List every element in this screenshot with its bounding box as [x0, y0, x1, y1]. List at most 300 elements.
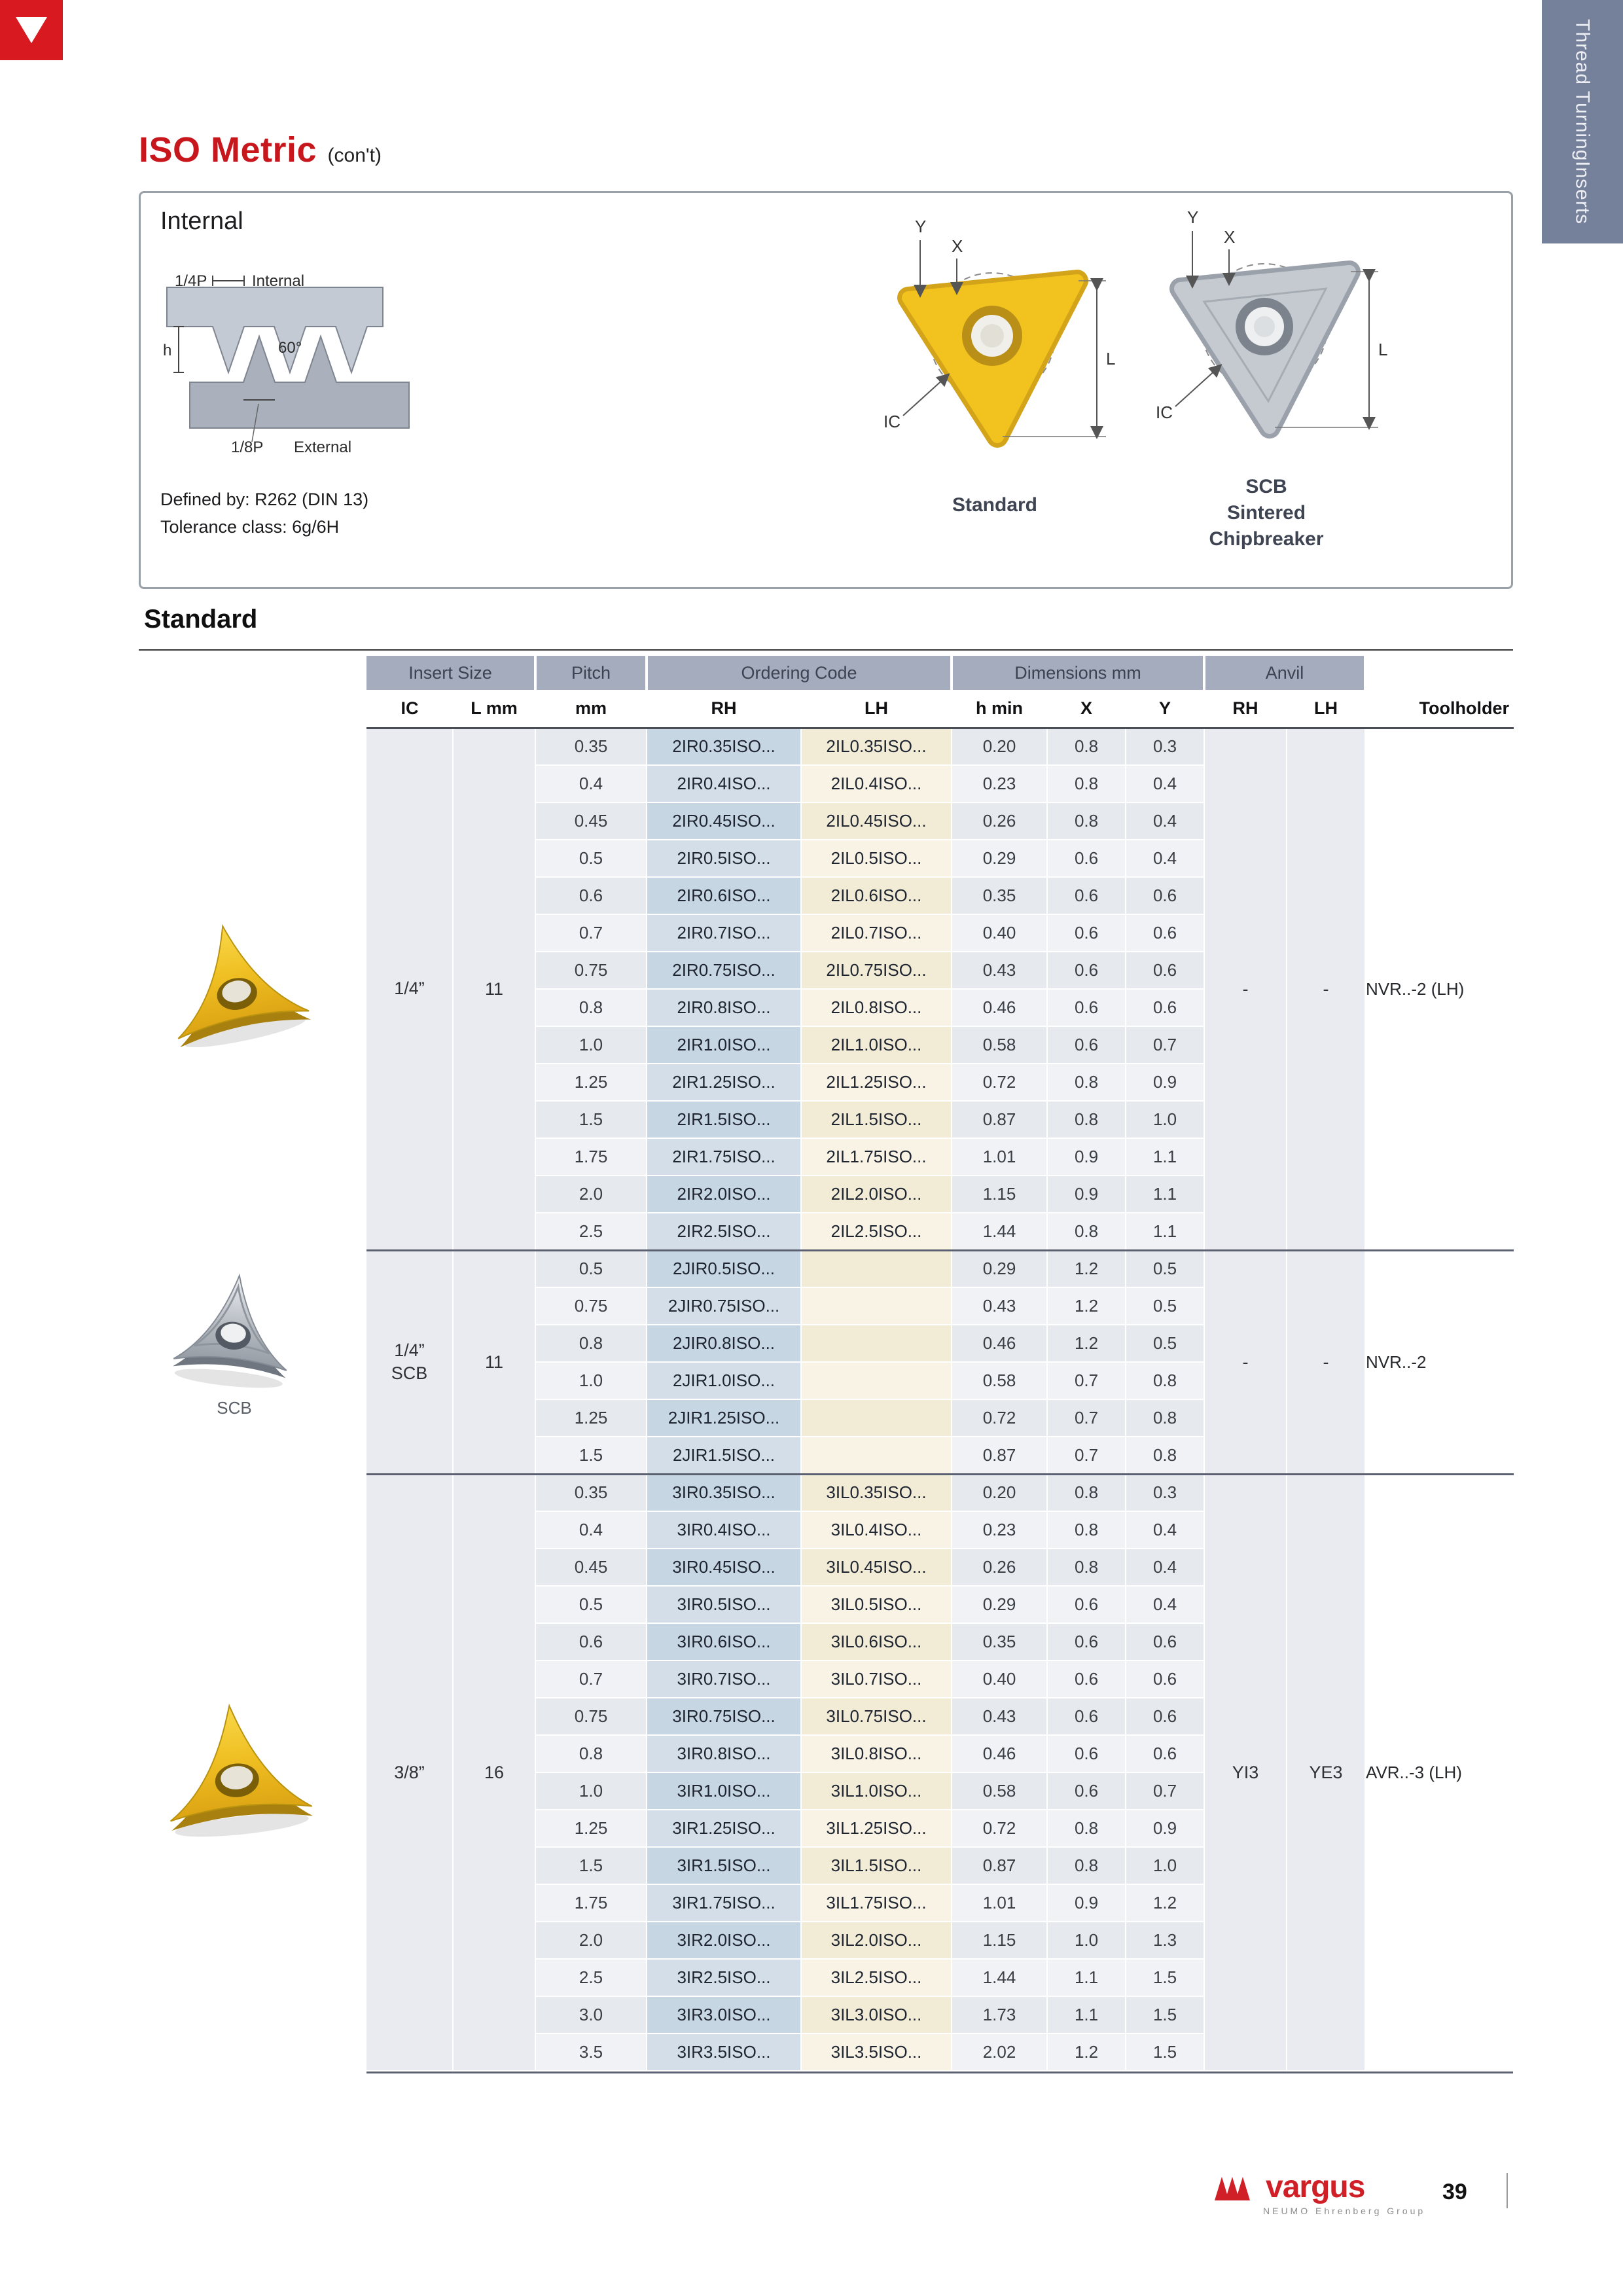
cell-y: 0.4 — [1126, 1511, 1204, 1549]
cell-y: 0.7 — [1126, 1772, 1204, 1810]
cell-x: 1.1 — [1047, 1996, 1126, 2034]
cell-code-lh: 3IL1.75ISO... — [801, 1884, 952, 1922]
cell-insert-ic — [366, 728, 453, 1250]
cell-insert-l: 11 — [453, 1250, 535, 1474]
cell-h-min: 1.01 — [952, 1884, 1047, 1922]
cell-code-lh: 2IL0.5ISO... — [801, 840, 952, 877]
col-toolholder: Toolholder — [1365, 690, 1513, 728]
cell-code-lh: 3IL0.75ISO... — [801, 1698, 952, 1735]
cell-pitch: 1.5 — [535, 1437, 647, 1474]
brand-name: vargus — [1266, 2170, 1365, 2204]
cell-code-rh: 2IR0.8ISO... — [647, 989, 801, 1026]
cell-code-lh: 3IL2.0ISO... — [801, 1922, 952, 1959]
defined-by-block — [160, 486, 368, 541]
table-row — [366, 728, 1513, 765]
cell-y: 1.1 — [1126, 1213, 1204, 1250]
cell-code-lh: 2IL1.75ISO... — [801, 1138, 952, 1175]
dim-label-x-scb: X — [1224, 227, 1236, 247]
cell-y: 0.4 — [1126, 765, 1204, 802]
cell-y: 0.6 — [1126, 1660, 1204, 1698]
cell-y: 0.6 — [1126, 1698, 1204, 1735]
cell-code-lh: 2IL0.75ISO... — [801, 952, 952, 989]
cell-anvil-lh: YE3 — [1287, 1474, 1365, 2071]
cell-y: 0.5 — [1126, 1325, 1204, 1362]
cell-code-lh: 2IL0.6ISO... — [801, 877, 952, 914]
profile-label-quarter-p: 1/4P — [175, 272, 207, 290]
cell-y: 0.8 — [1126, 1362, 1204, 1399]
cell-code-rh: 2JIR0.8ISO... — [647, 1325, 801, 1362]
vargus-logo — [1215, 2172, 1425, 2216]
cell-code-rh: 2JIR1.25ISO... — [647, 1399, 801, 1437]
cell-h-min: 0.43 — [952, 1698, 1047, 1735]
cell-x: 0.6 — [1047, 914, 1126, 952]
cell-h-min: 0.58 — [952, 1772, 1047, 1810]
cell-code-lh: 2IL0.35ISO... — [801, 728, 952, 765]
cell-pitch: 1.25 — [535, 1399, 647, 1437]
cell-code-lh — [801, 1362, 952, 1399]
cell-h-min: 0.20 — [952, 1474, 1047, 1511]
cell-code-lh: 2IL1.0ISO... — [801, 1026, 952, 1064]
cell-code-rh: 3IR0.4ISO... — [647, 1511, 801, 1549]
cell-code-lh: 2IL1.25ISO... — [801, 1064, 952, 1101]
cell-code-rh: 3IR1.75ISO... — [647, 1884, 801, 1922]
cell-y: 1.5 — [1126, 1996, 1204, 2034]
cell-code-rh: 3IR1.5ISO... — [647, 1847, 801, 1884]
cell-y: 0.6 — [1126, 1623, 1204, 1660]
footer-divider — [1507, 2173, 1508, 2208]
cell-code-rh: 3IR2.5ISO... — [647, 1959, 801, 1996]
cell-pitch: 1.75 — [535, 1138, 647, 1175]
cell-pitch: 1.25 — [535, 1810, 647, 1847]
cell-x: 0.6 — [1047, 1660, 1126, 1698]
cell-h-min: 0.20 — [952, 728, 1047, 765]
table-row — [366, 1474, 1513, 1511]
cell-y: 1.5 — [1126, 1959, 1204, 1996]
cell-x: 0.6 — [1047, 877, 1126, 914]
cell-pitch: 3.0 — [535, 1996, 647, 2034]
cell-toolholder: NVR..-2 — [1365, 1250, 1513, 1474]
cell-code-rh: 3IR0.5ISO... — [647, 1586, 801, 1623]
cell-y: 0.6 — [1126, 877, 1204, 914]
cell-y: 0.6 — [1126, 914, 1204, 952]
cell-x: 0.8 — [1047, 1511, 1126, 1549]
cell-code-rh: 3IR0.7ISO... — [647, 1660, 801, 1698]
cell-code-lh: 3IL0.6ISO... — [801, 1623, 952, 1660]
cell-pitch: 0.35 — [535, 1474, 647, 1511]
cell-code-rh: 2IR0.7ISO... — [647, 914, 801, 952]
cell-y: 0.5 — [1126, 1287, 1204, 1325]
cell-pitch: 0.35 — [535, 728, 647, 765]
cell-code-lh: 3IL3.5ISO... — [801, 2034, 952, 2071]
cell-anvil-rh: - — [1204, 1250, 1287, 1474]
cell-y: 0.5 — [1126, 1250, 1204, 1287]
scb-insert-figure — [1126, 197, 1407, 567]
cell-y: 1.0 — [1126, 1847, 1204, 1884]
cell-code-lh: 2IL0.8ISO... — [801, 989, 952, 1026]
band-pitch: Pitch — [535, 656, 647, 690]
cell-code-lh: 2IL1.5ISO... — [801, 1101, 952, 1138]
cell-code-lh — [801, 1287, 952, 1325]
cell-x: 0.8 — [1047, 1064, 1126, 1101]
dim-label-l-scb: L — [1378, 340, 1388, 359]
dim-label-y: Y — [915, 217, 927, 236]
cell-y: 1.1 — [1126, 1175, 1204, 1213]
cell-h-min: 1.15 — [952, 1175, 1047, 1213]
standard-caption: Standard — [952, 494, 1038, 516]
cell-h-min: 0.72 — [952, 1810, 1047, 1847]
cell-code-lh: 2IL2.5ISO... — [801, 1213, 952, 1250]
cell-pitch: 1.0 — [535, 1772, 647, 1810]
cell-y: 0.7 — [1126, 1026, 1204, 1064]
cell-h-min: 0.29 — [952, 840, 1047, 877]
cell-code-lh: 3IL0.8ISO... — [801, 1735, 952, 1772]
cell-code-lh: 2IL0.7ISO... — [801, 914, 952, 952]
vargus-logo-mark-icon — [1215, 2172, 1260, 2203]
cell-pitch: 1.5 — [535, 1101, 647, 1138]
cell-code-rh: 2IR0.5ISO... — [647, 840, 801, 877]
internal-panel — [139, 191, 1513, 589]
cell-code-rh: 3IR0.35ISO... — [647, 1474, 801, 1511]
cell-pitch: 0.4 — [535, 1511, 647, 1549]
standard-table-wrap — [366, 656, 1513, 2073]
cell-insert-ic — [366, 1474, 453, 2071]
scb-caption-line1: SCB — [1245, 476, 1287, 497]
cell-pitch: 0.75 — [535, 1698, 647, 1735]
cell-x: 0.7 — [1047, 1399, 1126, 1437]
cell-code-lh: 3IL0.5ISO... — [801, 1586, 952, 1623]
cell-h-min: 0.46 — [952, 1325, 1047, 1362]
cell-h-min: 0.72 — [952, 1399, 1047, 1437]
cell-pitch: 1.5 — [535, 1847, 647, 1884]
cell-h-min: 0.43 — [952, 1287, 1047, 1325]
title-row — [139, 130, 382, 170]
page-title: ISO Metric — [139, 130, 317, 170]
cell-pitch: 0.45 — [535, 1549, 647, 1586]
cell-x: 0.6 — [1047, 989, 1126, 1026]
profile-label-internal: Internal — [252, 272, 305, 290]
insert-ic-value: 1/4” — [394, 1340, 425, 1360]
cell-code-rh: 3IR1.25ISO... — [647, 1810, 801, 1847]
cell-pitch: 0.8 — [535, 1735, 647, 1772]
cell-pitch: 1.0 — [535, 1362, 647, 1399]
cell-h-min: 1.01 — [952, 1138, 1047, 1175]
cell-x: 0.8 — [1047, 1847, 1126, 1884]
cell-h-min: 0.87 — [952, 1847, 1047, 1884]
internal-heading: Internal — [160, 207, 243, 235]
profile-label-h: h — [163, 342, 172, 359]
col-code-lh: LH — [801, 690, 952, 728]
cell-h-min: 0.35 — [952, 1623, 1047, 1660]
cell-pitch: 0.6 — [535, 877, 647, 914]
defined-by-text: Defined by: R262 (DIN 13) — [160, 490, 369, 509]
cell-x: 0.7 — [1047, 1437, 1126, 1474]
cell-y: 0.4 — [1126, 802, 1204, 840]
cell-pitch: 0.6 — [535, 1623, 647, 1660]
cell-h-min: 1.73 — [952, 1996, 1047, 2034]
side-tab-line-2: Inserts — [1571, 161, 1594, 225]
cell-h-min: 0.23 — [952, 765, 1047, 802]
cell-pitch: 0.7 — [535, 1660, 647, 1698]
cell-x: 0.6 — [1047, 1026, 1126, 1064]
brand-corner-glyph-icon — [16, 17, 47, 43]
dim-label-y-scb: Y — [1187, 207, 1199, 227]
cell-code-rh: 2IR1.25ISO... — [647, 1064, 801, 1101]
cell-pitch: 2.0 — [535, 1175, 647, 1213]
standard-section-heading: Standard — [144, 605, 258, 634]
cell-h-min: 0.46 — [952, 989, 1047, 1026]
cell-y: 0.8 — [1126, 1437, 1204, 1474]
cell-toolholder: NVR..-2 (LH) — [1365, 728, 1513, 1250]
cell-code-rh: 2IR1.5ISO... — [647, 1101, 801, 1138]
cell-x: 0.7 — [1047, 1362, 1126, 1399]
cell-insert-l: 16 — [453, 1474, 535, 2071]
cell-y: 0.4 — [1126, 1586, 1204, 1623]
cell-code-rh: 3IR0.6ISO... — [647, 1623, 801, 1660]
cell-x: 0.6 — [1047, 1586, 1126, 1623]
cell-code-rh: 2JIR1.5ISO... — [647, 1437, 801, 1474]
cell-h-min: 0.87 — [952, 1437, 1047, 1474]
cell-pitch: 0.45 — [535, 802, 647, 840]
band-anvil: Anvil — [1204, 656, 1365, 690]
dim-label-ic-scb: IC — [1156, 403, 1173, 422]
cell-pitch: 0.5 — [535, 840, 647, 877]
page-title-suffix: (con't) — [327, 145, 382, 166]
cell-y: 0.6 — [1126, 989, 1204, 1026]
cell-x: 1.0 — [1047, 1922, 1126, 1959]
cell-y: 0.4 — [1126, 840, 1204, 877]
cell-code-lh: 3IL2.5ISO... — [801, 1959, 952, 1996]
cell-code-lh: 2IL0.4ISO... — [801, 765, 952, 802]
standard-insert-figure — [857, 209, 1132, 536]
cell-h-min: 0.26 — [952, 1549, 1047, 1586]
cell-h-min: 0.58 — [952, 1026, 1047, 1064]
cell-code-lh — [801, 1325, 952, 1362]
cell-h-min: 0.43 — [952, 952, 1047, 989]
cell-x: 1.2 — [1047, 1250, 1126, 1287]
insert-photo-three-eighth-inch — [148, 1690, 323, 1842]
cell-h-min: 0.35 — [952, 877, 1047, 914]
cell-x: 0.9 — [1047, 1884, 1126, 1922]
cell-x: 0.6 — [1047, 1735, 1126, 1772]
cell-x: 0.6 — [1047, 952, 1126, 989]
cell-pitch: 0.8 — [535, 1325, 647, 1362]
cell-code-lh: 3IL3.0ISO... — [801, 1996, 952, 2034]
cell-y: 0.9 — [1126, 1064, 1204, 1101]
cell-x: 0.8 — [1047, 765, 1126, 802]
cell-pitch: 1.25 — [535, 1064, 647, 1101]
col-anvil-lh: LH — [1287, 690, 1365, 728]
cell-code-lh: 3IL0.45ISO... — [801, 1549, 952, 1586]
cell-x: 1.2 — [1047, 1287, 1126, 1325]
cell-code-rh: 2IR2.0ISO... — [647, 1175, 801, 1213]
cell-y: 1.2 — [1126, 1884, 1204, 1922]
cell-anvil-rh: - — [1204, 728, 1287, 1250]
cell-y: 1.5 — [1126, 2034, 1204, 2071]
page-number: 39 — [1442, 2179, 1467, 2204]
cell-code-rh: 3IR3.5ISO... — [647, 2034, 801, 2071]
cell-x: 0.8 — [1047, 1101, 1126, 1138]
scb-caption-line3: Chipbreaker — [1209, 528, 1324, 550]
cell-h-min: 2.02 — [952, 2034, 1047, 2071]
cell-h-min: 0.29 — [952, 1586, 1047, 1623]
cell-y: 0.9 — [1126, 1810, 1204, 1847]
cell-code-rh: 2IR0.45ISO... — [647, 802, 801, 840]
cell-h-min: 0.40 — [952, 914, 1047, 952]
cell-code-rh: 3IR1.0ISO... — [647, 1772, 801, 1810]
scb-photo-label: SCB — [217, 1398, 252, 1418]
cell-code-lh: 2IL2.0ISO... — [801, 1175, 952, 1213]
cell-h-min: 0.23 — [952, 1511, 1047, 1549]
cell-code-rh: 2IR0.35ISO... — [647, 728, 801, 765]
cell-insert-l: 11 — [453, 728, 535, 1250]
col-x: X — [1047, 690, 1126, 728]
cell-code-rh: 2IR0.4ISO... — [647, 765, 801, 802]
cell-y: 0.6 — [1126, 952, 1204, 989]
cell-code-rh: 2IR0.6ISO... — [647, 877, 801, 914]
cell-pitch: 0.75 — [535, 952, 647, 989]
profile-label-external: External — [294, 439, 352, 456]
cell-y: 1.0 — [1126, 1101, 1204, 1138]
cell-h-min: 0.72 — [952, 1064, 1047, 1101]
cell-anvil-lh: - — [1287, 1250, 1365, 1474]
cell-y: 0.8 — [1126, 1399, 1204, 1437]
col-code-rh: RH — [647, 690, 801, 728]
cell-x: 0.8 — [1047, 728, 1126, 765]
dim-label-l: L — [1106, 349, 1116, 368]
cell-y: 0.4 — [1126, 1549, 1204, 1586]
band-toolholder-spacer — [1365, 656, 1513, 690]
catalog-table — [366, 656, 1514, 2072]
cell-code-lh — [801, 1250, 952, 1287]
side-tab-line-1: Thread Turning — [1571, 18, 1594, 162]
band-insert-size: Insert Size — [366, 656, 535, 690]
insert-ic-value: 1/4” — [394, 978, 425, 999]
cell-code-lh: 3IL0.4ISO... — [801, 1511, 952, 1549]
cell-h-min: 0.58 — [952, 1362, 1047, 1399]
cell-pitch: 0.8 — [535, 989, 647, 1026]
cell-h-min: 0.46 — [952, 1735, 1047, 1772]
cell-pitch: 0.5 — [535, 1586, 647, 1623]
col-pitch-mm: mm — [535, 690, 647, 728]
cell-x: 1.1 — [1047, 1959, 1126, 1996]
brand-corner-mark — [0, 0, 63, 60]
insert-ic-value: 3/8” — [394, 1762, 425, 1782]
cell-code-rh: 2IR2.5ISO... — [647, 1213, 801, 1250]
cell-code-lh: 3IL1.25ISO... — [801, 1810, 952, 1847]
cell-pitch: 0.7 — [535, 914, 647, 952]
cell-code-rh: 3IR3.0ISO... — [647, 1996, 801, 2034]
cell-code-rh: 2JIR0.5ISO... — [647, 1250, 801, 1287]
cell-code-lh — [801, 1399, 952, 1437]
cell-code-rh: 2JIR1.0ISO... — [647, 1362, 801, 1399]
cell-x: 1.2 — [1047, 1325, 1126, 1362]
cell-h-min: 1.44 — [952, 1213, 1047, 1250]
cell-pitch: 2.0 — [535, 1922, 647, 1959]
cell-pitch: 1.0 — [535, 1026, 647, 1064]
cell-x: 0.9 — [1047, 1138, 1126, 1175]
band-ordering-code: Ordering Code — [647, 656, 952, 690]
cell-h-min: 0.40 — [952, 1660, 1047, 1698]
cell-code-lh: 3IL1.5ISO... — [801, 1847, 952, 1884]
cell-y: 0.3 — [1126, 1474, 1204, 1511]
cell-pitch: 0.75 — [535, 1287, 647, 1325]
cell-h-min: 1.15 — [952, 1922, 1047, 1959]
thread-profile-diagram — [154, 248, 416, 464]
cell-code-rh: 2IR0.75ISO... — [647, 952, 801, 989]
cell-pitch: 3.5 — [535, 2034, 647, 2071]
cell-toolholder: AVR..-3 (LH) — [1365, 1474, 1513, 2071]
cell-h-min: 0.29 — [952, 1250, 1047, 1287]
cell-y: 0.6 — [1126, 1735, 1204, 1772]
cell-y: 0.3 — [1126, 728, 1204, 765]
cell-h-min: 0.26 — [952, 802, 1047, 840]
cell-y: 1.3 — [1126, 1922, 1204, 1959]
cell-pitch: 2.5 — [535, 1213, 647, 1250]
cell-h-min: 1.44 — [952, 1959, 1047, 1996]
cell-pitch: 0.4 — [535, 765, 647, 802]
cell-x: 0.8 — [1047, 802, 1126, 840]
table-bottom-rule — [366, 2072, 1513, 2073]
cell-code-lh: 2IL0.45ISO... — [801, 802, 952, 840]
col-h-min: h min — [952, 690, 1047, 728]
profile-label-eighth-p: 1/8P — [231, 439, 264, 456]
cell-x: 0.6 — [1047, 1772, 1126, 1810]
col-y: Y — [1126, 690, 1204, 728]
cell-code-rh: 2IR1.0ISO... — [647, 1026, 801, 1064]
insert-ic-variant: SCB — [391, 1363, 428, 1383]
cell-code-lh — [801, 1437, 952, 1474]
col-l-mm: L mm — [453, 690, 535, 728]
cell-code-rh: 3IR2.0ISO... — [647, 1922, 801, 1959]
cell-code-rh: 3IR0.8ISO... — [647, 1735, 801, 1772]
table-band-row — [366, 656, 1513, 690]
cell-x: 0.8 — [1047, 1213, 1126, 1250]
standard-heading-rule — [139, 649, 1513, 651]
dim-label-ic: IC — [883, 412, 901, 431]
cell-code-rh: 2JIR0.75ISO... — [647, 1287, 801, 1325]
cell-pitch: 1.75 — [535, 1884, 647, 1922]
cell-pitch: 2.5 — [535, 1959, 647, 1996]
cell-x: 0.6 — [1047, 1623, 1126, 1660]
cell-code-lh: 3IL1.0ISO... — [801, 1772, 952, 1810]
cell-x: 0.8 — [1047, 1474, 1126, 1511]
cell-x: 0.8 — [1047, 1810, 1126, 1847]
cell-anvil-rh: YI3 — [1204, 1474, 1287, 2071]
cell-code-lh: 3IL0.7ISO... — [801, 1660, 952, 1698]
dim-label-x: X — [952, 236, 963, 256]
cell-x: 0.9 — [1047, 1175, 1126, 1213]
cell-insert-ic — [366, 1250, 453, 1474]
cell-x: 0.6 — [1047, 840, 1126, 877]
cell-code-rh: 3IR0.75ISO... — [647, 1698, 801, 1735]
scb-caption-line2: Sintered — [1226, 502, 1306, 524]
side-tab-text — [1542, 0, 1623, 243]
table-header-row — [366, 690, 1513, 728]
band-dimensions-mm: Dimensions mm — [952, 656, 1204, 690]
col-anvil-rh: RH — [1204, 690, 1287, 728]
cell-code-rh: 2IR1.75ISO... — [647, 1138, 801, 1175]
side-tab-thread-turning-inserts — [1542, 0, 1623, 243]
cell-x: 0.6 — [1047, 1698, 1126, 1735]
cell-x: 1.2 — [1047, 2034, 1126, 2071]
cell-anvil-lh: - — [1287, 728, 1365, 1250]
insert-photo-quarter-inch — [152, 908, 317, 1047]
cell-x: 0.8 — [1047, 1549, 1126, 1586]
cell-pitch: 0.5 — [535, 1250, 647, 1287]
tolerance-text: Tolerance class: 6g/6H — [160, 516, 340, 537]
cell-y: 1.1 — [1126, 1138, 1204, 1175]
table-row — [366, 1250, 1513, 1287]
